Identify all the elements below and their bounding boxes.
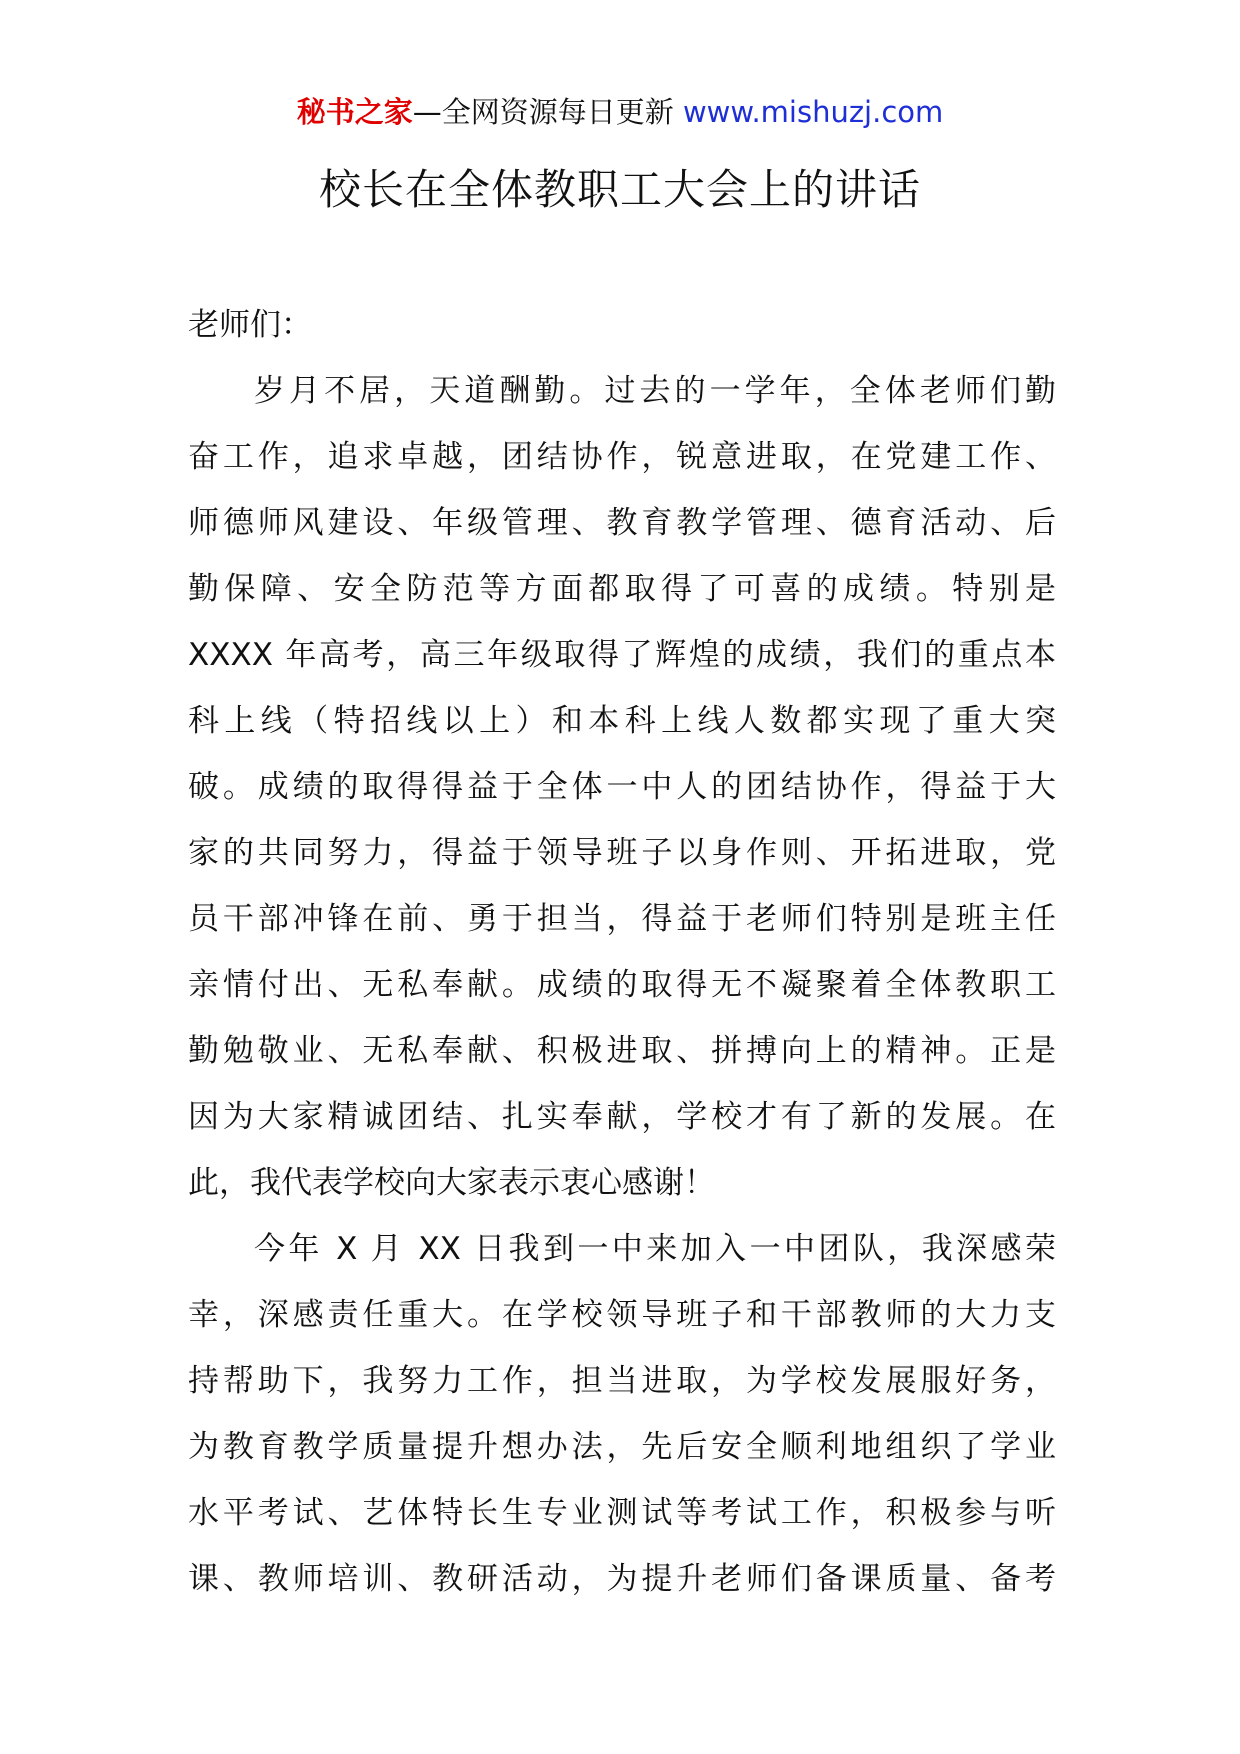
paragraph-line: 员干部冲锋在前、勇于担当，得益于老师们特别是班主任	[188, 901, 1056, 937]
document-body	[188, 292, 1056, 1612]
site-header	[0, 92, 1240, 132]
paragraph-line: 破。成绩的取得得益于全体一中人的团结协作，得益于大	[188, 769, 1056, 805]
site-brand: 秘书之家	[296, 95, 413, 129]
paragraph-line: 因为大家精诚团结、扎实奉献，学校才有了新的发展。在	[188, 1099, 1056, 1135]
paragraph-line: 科上线（特招线以上）和本科上线人数都实现了重大突	[188, 703, 1056, 739]
site-url-link[interactable]: www.mishuzj.com	[682, 95, 944, 129]
paragraph-line: 勤勉敬业、无私奉献、积极进取、拼搏向上的精神。正是	[188, 1033, 1056, 1069]
paragraph-line: 师德师风建设、年级管理、教育教学管理、德育活动、后	[188, 505, 1056, 541]
paragraph-line: 为教育教学质量提升想办法，先后安全顺利地组织了学业	[188, 1429, 1056, 1465]
paragraph-line: 奋工作，追求卓越，团结协作，锐意进取，在党建工作、	[188, 439, 1056, 475]
paragraph-line: 亲情付出、无私奉献。成绩的取得无不凝聚着全体教职工	[188, 967, 1056, 1003]
paragraph-1	[188, 358, 1056, 1216]
paragraph-2	[188, 1216, 1056, 1612]
paragraph-line: 岁月不居，天道酬勤。过去的一学年，全体老师们勤	[254, 373, 1056, 409]
paragraph-line: 水平考试、艺体特长生专业测试等考试工作，积极参与听	[188, 1495, 1056, 1531]
paragraph-line: 今年 X 月 XX 日我到一中来加入一中团队，我深感荣	[254, 1231, 1056, 1267]
paragraph-line: 持帮助下，我努力工作，担当进取，为学校发展服好务，	[188, 1363, 1056, 1399]
paragraph-line: 课、教师培训、教研活动，为提升老师们备课质量、备考	[188, 1561, 1056, 1597]
greeting: 老师们：	[188, 307, 312, 343]
document-title: 校长在全体教职工大会上的讲话	[318, 165, 921, 214]
paragraph-line: 幸，深感责任重大。在学校领导班子和干部教师的大力支	[188, 1297, 1056, 1333]
site-slogan: —全网资源每日更新	[412, 95, 683, 129]
paragraph-line: XXXX 年高考，高三年级取得了辉煌的成绩，我们的重点本	[188, 637, 1056, 673]
paragraph-line: 此，我代表学校向大家表示衷心感谢！	[188, 1165, 715, 1201]
paragraph-line: 家的共同努力，得益于领导班子以身作则、开拓进取，党	[188, 835, 1056, 871]
paragraph-line: 勤保障、安全防范等方面都取得了可喜的成绩。特别是	[188, 571, 1056, 607]
